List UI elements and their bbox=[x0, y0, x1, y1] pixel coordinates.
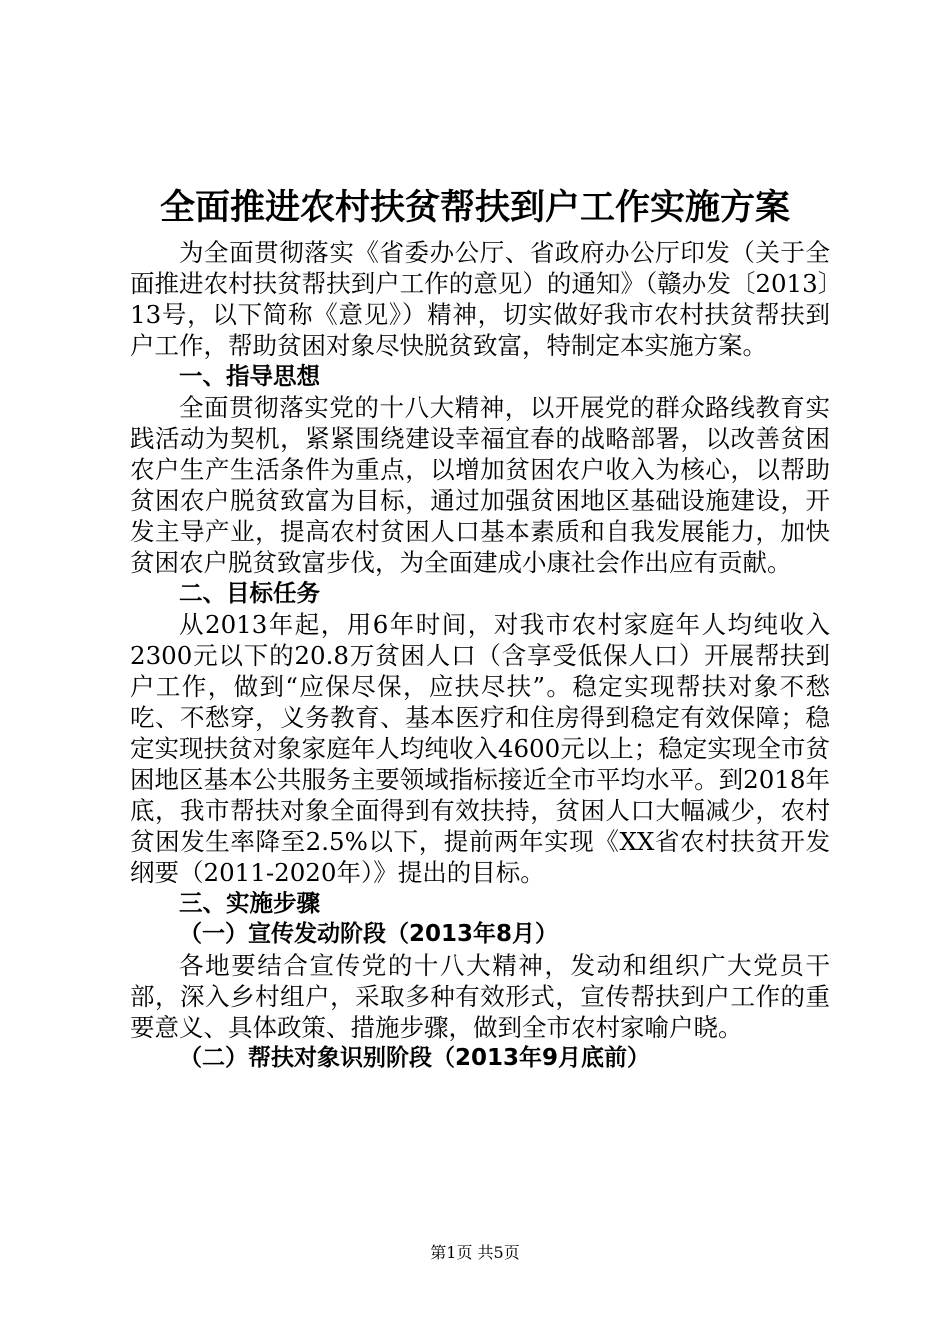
section-heading-guiding-thought: 一、指导思想 bbox=[179, 362, 320, 390]
section-heading-implementation-steps: 三、实施步骤 bbox=[179, 889, 320, 917]
step-1-paragraph: 各地要结合宣传党的十八大精神，发动和组织广大党员干部，深入乡村组户，采取多种有效形式，宣传帮扶到户工作的重要意义、具体政策、措施步骤，做到全市农村家喻户晓。 bbox=[130, 951, 830, 1042]
section-heading-objectives: 二、目标任务 bbox=[179, 579, 320, 607]
objectives-paragraph: 从2013年起，用6年时间，对我市农村家庭年人均纯收入2300元以下的20.8万贫困人口（含享受低保人口）开展帮扶到户工作，做到“应保尽保，应扶尽扶”。稳定实现帮扶对象不愁吃、不愁穿，义务教育、基本医疗和住房得到稳定有效保障；稳定实现扶贫对象家庭年人均纯收入4600元以上；稳定实现全市贫困地区基本公共服务主要领域指标接近全市平均水平。到2018年底，我市帮扶对象全面得到有效扶持，贫困人口大幅减少，农村贫困发生率降至2.5%以下，提前两年实现《XX省农村扶贫开发纲要（2011-2020年）》提出的目标。 bbox=[130, 610, 830, 887]
guiding-thought-paragraph: 全面贯彻落实党的十八大精神，以开展党的群众路线教育实践活动为契机，紧紧围绕建设幸福宜春的战略部署，以改善贫困农户生产生活条件为重点，以增加贫困农户收入为核心，以帮助贫困农户脱贫致富为目标，通过加强贫困地区基础设施建设，开发主导产业，提高农村贫困人口基本素质和自我发展能力，加快贫困农户脱贫致富步伐，为全面建成小康社会作出应有贡献。 bbox=[130, 393, 830, 577]
step-1-heading: （一）宣传发动阶段（2013年8月） bbox=[179, 921, 559, 947]
step-2-heading: （二）帮扶对象识别阶段（2013年9月底前） bbox=[179, 1045, 651, 1071]
document-title: 全面推进农村扶贫帮扶到户工作实施方案 bbox=[159, 188, 790, 228]
document-body bbox=[130, 237, 830, 1074]
page-footer: 第1页 共5页 bbox=[430, 1243, 520, 1262]
intro-paragraph: 为全面贯彻落实《省委办公厅、省政府办公厅印发（关于全面推进农村扶贫帮扶到户工作的意见）的通知》（赣办发〔2013〕13号，以下简称《意见》）精神，切实做好我市农村扶贫帮扶到户工作，帮助贫困对象尽快脱贫致富，特制定本实施方案。 bbox=[130, 238, 830, 360]
